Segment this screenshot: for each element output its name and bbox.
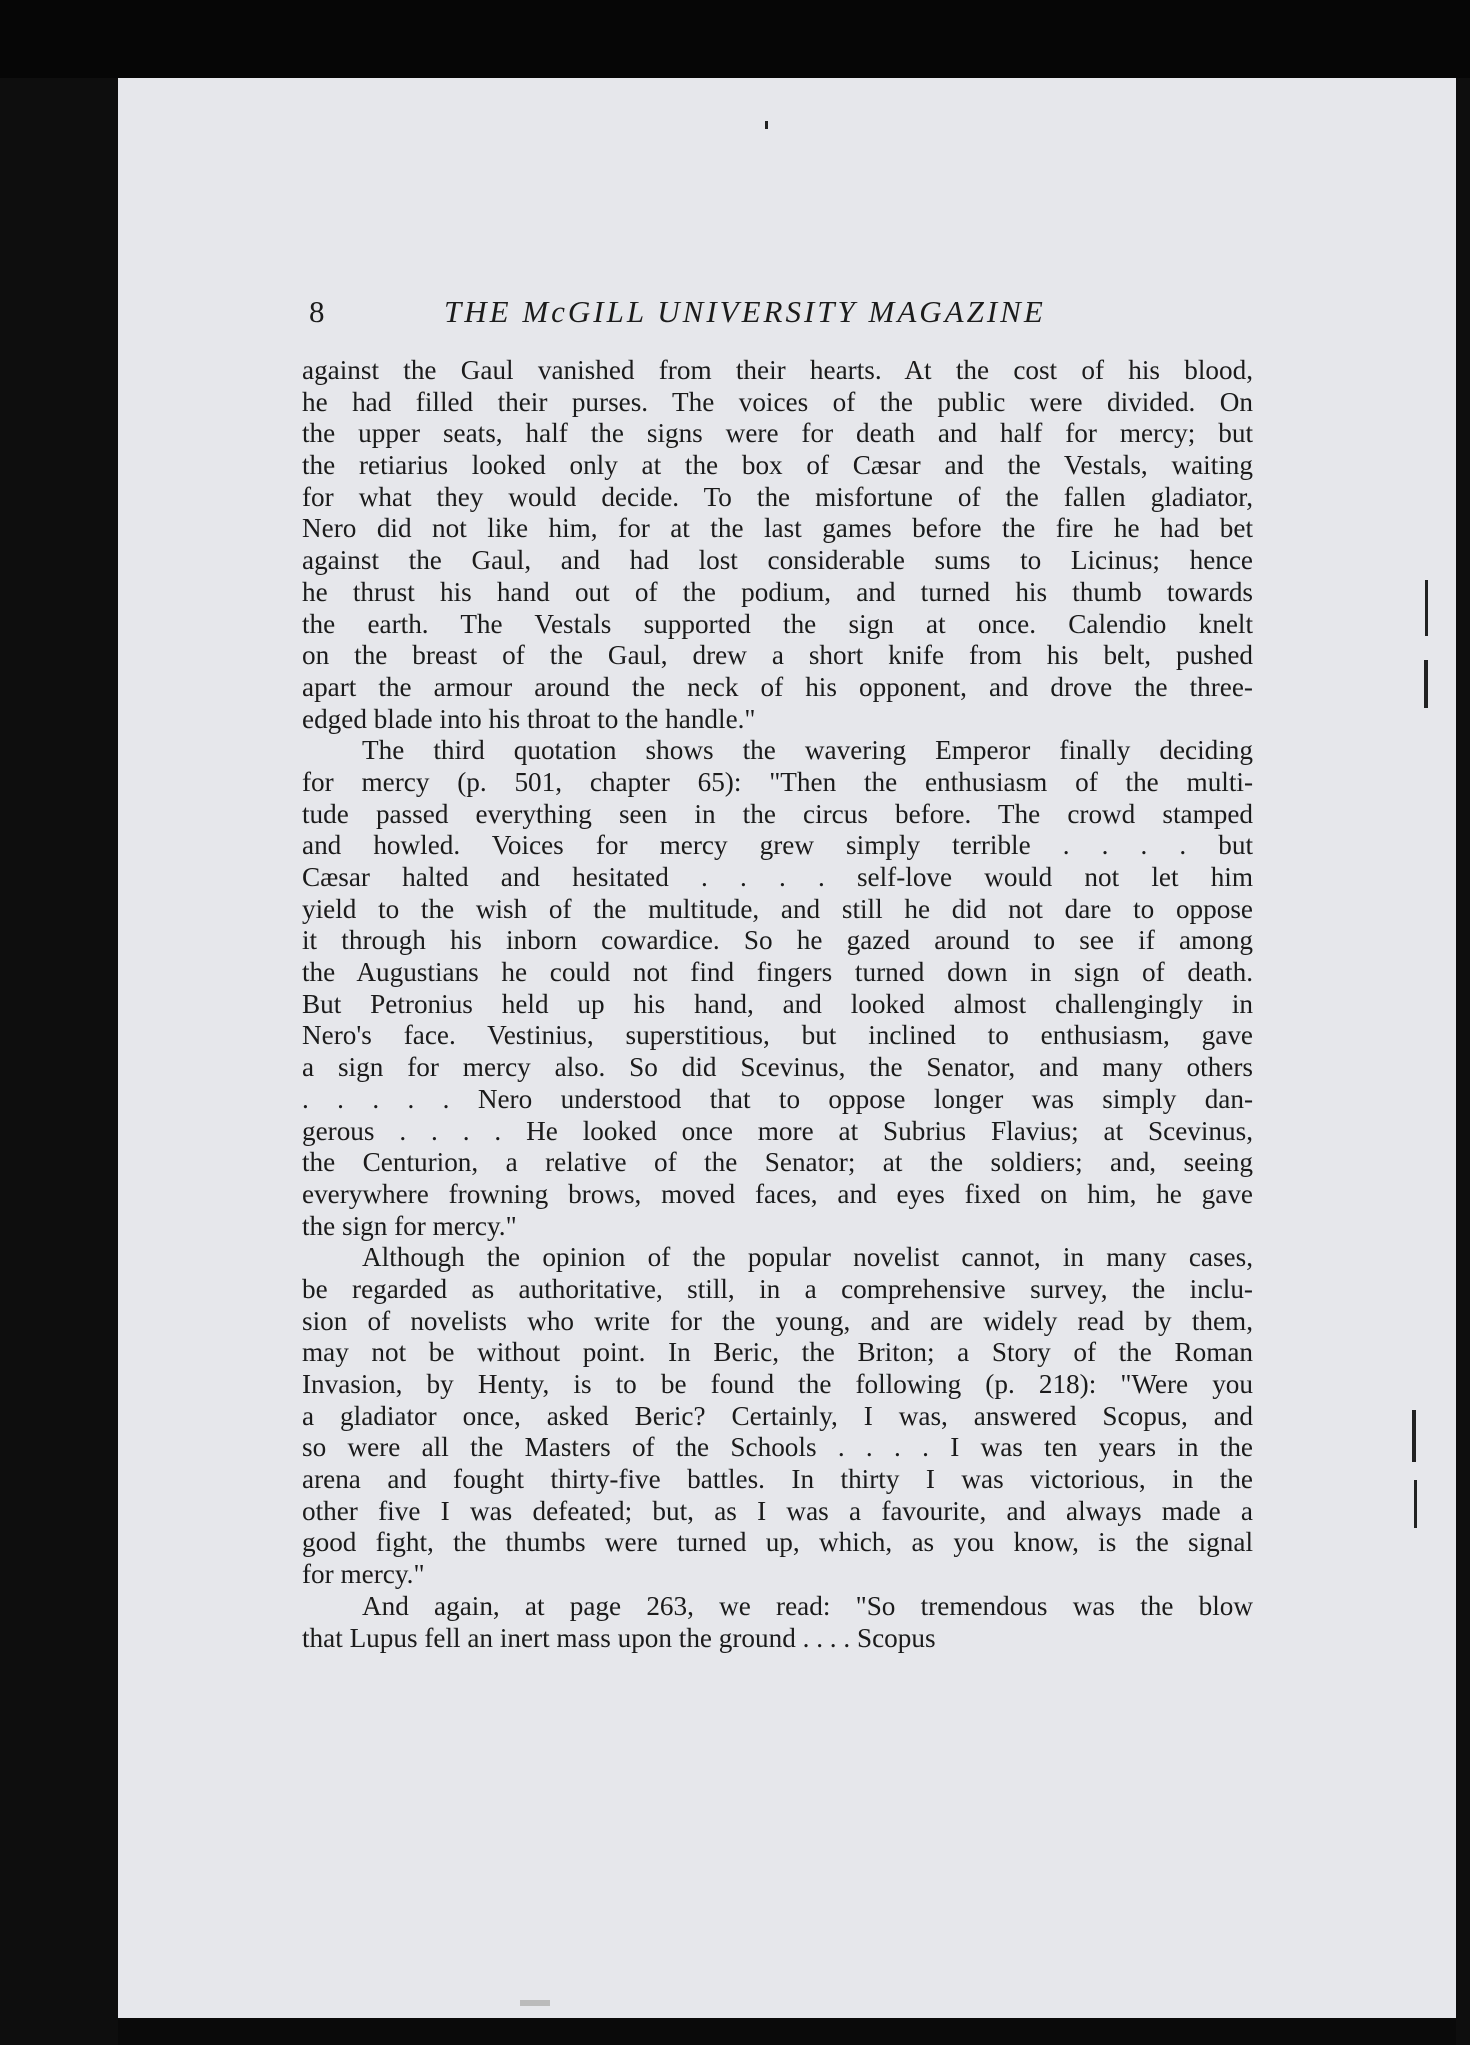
text-line: the sign for mercy." [302,1210,517,1241]
scan-mark [1414,1480,1417,1528]
text-line: it through his inborn cowardice. So he gazed around to see if among [302,925,1253,956]
text-line: good fight, the thumbs were turned up, which, as you know, is the signal [302,1527,1253,1558]
text-line: edged blade into his throat to the handle." [302,703,756,734]
text-line: yield to the wish of the multitude, and still he did not dare to oppose [302,893,1253,924]
page-number: 8 [309,294,325,329]
scan-mark [1424,660,1428,708]
text-line: everywhere frowning brows, moved faces, and eyes fixed on him, he gave [302,1178,1253,1209]
text-line: he thrust his hand out of the podium, and turned his thumb towards [302,576,1253,607]
text-line: a sign for mercy also. So did Scevinus, the Senator, and many others [302,1052,1253,1083]
text-line: arena and fought thirty-five battles. In thirty I was victorious, in the [302,1464,1253,1495]
text-line: so were all the Masters of the Schools . . . . I was ten years in the [302,1432,1253,1463]
paragraph [302,1591,1253,1654]
text-line: against the Gaul vanished from their hearts. At the cost of his blood, [302,355,1253,385]
text-line: the upper seats, half the signs were for death and half for mercy; but [302,418,1253,449]
text-line: Although the opinion of the popular novelist cannot, in many cases, [362,1242,1253,1273]
text-line: tude passed everything seen in the circus before. The crowd stamped [302,798,1253,829]
text-line: be regarded as authoritative, still, in a comprehensive survey, the inclu- [302,1273,1253,1304]
scan-mark [1412,1410,1416,1462]
text-line: the earth. The Vestals supported the sign at once. Calendio knelt [302,608,1253,639]
text-line: on the breast of the Gaul, drew a short knife from his belt, pushed [302,640,1253,671]
scan-mark [520,2000,550,2006]
text-line: Invasion, by Henty, is to be found the following (p. 218): "Were you [302,1369,1253,1399]
text-line: may not be without point. In Beric, the Briton; a Story of the Roman [302,1337,1253,1368]
scan-top-border [0,0,1470,78]
text-line: Nero did not like him, for at the last games before the fire he had bet [302,513,1253,544]
paragraph [302,1242,1253,1591]
text-line: the retiarius looked only at the box of Cæsar and the Vestals, waiting [302,450,1253,481]
text-line: he had filled their purses. The voices of the public were divided. On [302,386,1253,417]
text-line: But Petronius held up his hand, and looked almost challengingly in [302,988,1253,1019]
text-line: sion of novelists who write for the young, and are widely read by them, [302,1305,1253,1336]
text-line: against the Gaul, and had lost considerable sums to Licinus; hence [302,545,1253,576]
text-line: a gladiator once, asked Beric? Certainly, I was, answered Scopus, and [302,1400,1253,1431]
text-line: . . . . . Nero understood that to oppose longer was simply dan- [302,1083,1253,1114]
running-header [309,292,1249,336]
text-line: for mercy (p. 501, chapter 65): "Then the enthusiasm of the multi- [302,766,1253,797]
text-line: for mercy." [302,1559,425,1590]
text-line: the Augustians he could not find fingers turned down in sign of death. [302,957,1253,988]
text-line: that Lupus fell an inert mass upon the ground . . . . Scopus [302,1622,936,1653]
paragraph [302,355,1253,735]
text-line: Cæsar halted and hesitated . . . . self-love would not let him [302,862,1253,892]
body-text [302,355,1253,1654]
text-line: the Centurion, a relative of the Senator; at the soldiers; and, seeing [302,1147,1253,1178]
text-line: The third quotation shows the wavering Emperor finally deciding [362,735,1253,766]
text-line: other five I was defeated; but, as I was a favourite, and always made a [302,1495,1253,1526]
paragraph [302,735,1253,1242]
running-title: THE McGILL UNIVERSITY MAGAZINE [444,294,1046,329]
text-line: and howled. Voices for mercy grew simply terrible . . . . but [302,830,1253,861]
text-line: for what they would decide. To the misfortune of the fallen gladiator, [302,481,1253,512]
text-line: And again, at page 263, we read: "So tremendous was the blow [362,1590,1253,1621]
scan-mark [1425,580,1428,636]
text-line: gerous . . . . He looked once more at Subrius Flavius; at Scevinus, [302,1115,1253,1146]
text-line: apart the armour around the neck of his opponent, and drove the three- [302,671,1253,702]
text-line: Nero's face. Vestinius, superstitious, but inclined to enthusiasm, gave [302,1020,1253,1051]
scan-mark [765,121,768,129]
scan-bottom-border [118,2018,1456,2045]
